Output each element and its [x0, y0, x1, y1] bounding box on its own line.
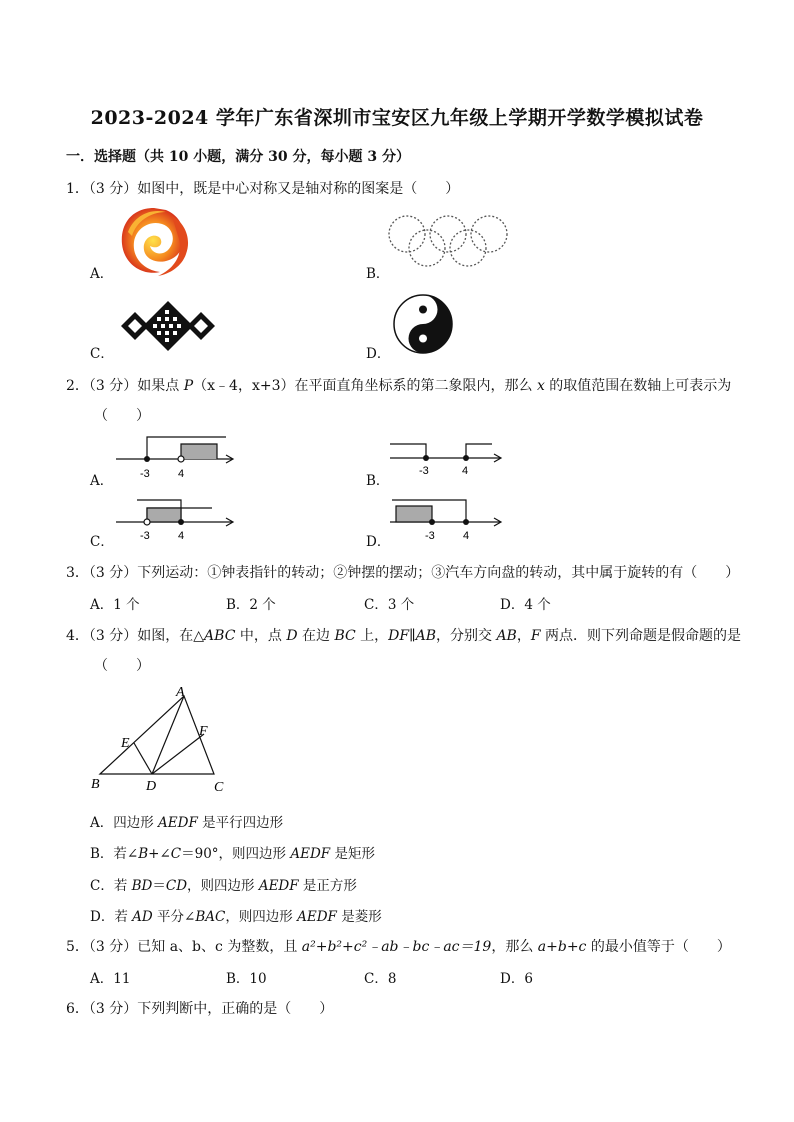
- q2-stem-part: 的取值范围在数轴上可表示为: [544, 378, 732, 394]
- q5-stem: [66, 936, 731, 956]
- q4-stem-part: 4．（3 分）如图，在△: [66, 628, 205, 644]
- q4-stem-part: 两点．则下列命题是假命题的是: [540, 628, 742, 644]
- q4-stem-part: 上，: [355, 628, 389, 644]
- q4-stem-part: ，分别交: [435, 628, 497, 644]
- q4-option-math: B: [138, 846, 149, 862]
- page-title: 2023-2024 学年广东省深圳市宝安区九年级上学期开学数学模拟试卷: [90, 107, 704, 129]
- q2-option-d-label: D．: [366, 534, 391, 550]
- q4-stem-part: 在边: [297, 628, 335, 644]
- q5-expression: a²+b²+c²﹣ab﹣bc﹣ac＝19: [301, 939, 492, 955]
- q1-option-a-label: A．: [90, 266, 114, 282]
- point-label-d: D: [146, 779, 157, 794]
- olympic-rings-icon: [385, 214, 520, 270]
- q4-side-bc: BC: [334, 628, 356, 644]
- q6-stem: 6．（3 分）下列判断中，正确的是（ ）: [66, 1001, 334, 1017]
- q4-option-text: ＝: [152, 878, 166, 894]
- q4-triangle: ABC: [204, 628, 236, 644]
- q3-option-a: A．1 个: [90, 597, 140, 613]
- tick-label-neg3: -3: [425, 530, 435, 542]
- q4-option-math: BD: [131, 878, 153, 894]
- q4-stem-part: ，: [516, 628, 531, 644]
- q4-side-ab: AB: [496, 628, 517, 644]
- point-label-e: E: [121, 736, 130, 751]
- tick-label-neg3: -3: [419, 465, 429, 477]
- tick-label-4: 4: [463, 530, 470, 542]
- point-label-a: A: [176, 685, 185, 700]
- q4-option-text: +∠: [148, 846, 171, 862]
- yin-yang-icon: [388, 293, 458, 355]
- point-label-c: C: [214, 780, 224, 795]
- q5-option-b: B．10: [226, 971, 267, 987]
- triangle-abc-diagram: [86, 684, 236, 799]
- q5-stem-part: 的最小值等于（ ）: [586, 939, 731, 955]
- tick-label-4: 4: [178, 530, 185, 542]
- point-label-f: F: [199, 724, 208, 739]
- q1-option-b-label: B．: [366, 266, 390, 282]
- q4-option-text: ＝90°，则四边形: [181, 846, 291, 862]
- q4-option-text: 是菱形: [336, 909, 382, 925]
- q4-option-text: 是正方形: [298, 878, 357, 894]
- q3-option-b: B．2 个: [226, 597, 276, 613]
- q4-option-text: A．四边形: [90, 815, 159, 831]
- q4-stem-part: 中，点: [235, 628, 287, 644]
- q4-option-text: D．若: [90, 909, 133, 925]
- q4-option-math: AEDF: [258, 878, 299, 894]
- q1-option-d-label: D．: [366, 346, 391, 362]
- q4-point-d: D: [286, 628, 298, 644]
- q2-coords: （x﹣4，x+3）: [193, 378, 295, 394]
- endless-knot-icon: [115, 297, 221, 355]
- q4-option-text: ，则四边形: [225, 909, 298, 925]
- q4-option-math: AEDF: [158, 815, 198, 831]
- q2-number-line-d: [388, 494, 508, 542]
- q4-answer-paren: （ ）: [94, 658, 150, 674]
- q5-stem-part: ，那么: [491, 939, 538, 955]
- q5-option-a: A．11: [90, 971, 131, 987]
- q4-option-text: B．若∠: [90, 846, 139, 862]
- tick-label-4: 4: [178, 468, 185, 480]
- q5-stem-part: 5．（3 分）已知 a、b、c 为整数，且: [66, 939, 302, 955]
- q1-option-c-label: C．: [90, 346, 114, 362]
- q4-option-math: CD: [165, 878, 188, 894]
- q2-option-a-label: A．: [90, 473, 114, 489]
- q4-parallel: DF∥AB: [388, 628, 436, 644]
- q4-option-a: [90, 811, 283, 831]
- q2-number-line-a: [112, 432, 240, 482]
- q4-option-math: C: [170, 846, 182, 862]
- q2-answer-paren: （ ）: [94, 408, 150, 424]
- q2-number-line-b: [388, 436, 508, 482]
- point-label-b: B: [91, 777, 100, 792]
- tick-label-4: 4: [462, 465, 469, 477]
- q2-stem-part: 2．（3 分）如果点: [66, 378, 184, 394]
- q2-var: x: [536, 378, 545, 394]
- q2-stem-part: 在平面直角坐标系的第二象限内，那么: [294, 378, 537, 394]
- q3-option-c: C．3 个: [364, 597, 415, 613]
- q4-option-math: BAC: [195, 909, 226, 925]
- q4-option-math: AEDF: [297, 909, 337, 925]
- q2-number-line-c: [112, 494, 240, 542]
- section-heading: 一．选择题（共 10 小题，满分 30 分，每小题 3 分）: [66, 149, 410, 165]
- q2-point: P: [183, 378, 194, 394]
- q3-stem: 3．（3 分）下列运动：①钟表指针的转动；②钟摆的摆动；③汽车方向盘的转动，其中属于旋转的有（ ）: [66, 565, 740, 581]
- q4-option-d: [90, 905, 382, 925]
- q4-option-text: 是矩形: [330, 846, 375, 862]
- q4-option-text: ，则四边形: [187, 878, 259, 894]
- q1-stem: 1．（3 分）如图中，既是中心对称又是轴对称的图案是（ ）: [66, 181, 460, 197]
- q4-option-text: 平分∠: [152, 909, 196, 925]
- q5-expression: a+b+c: [537, 939, 587, 955]
- q2-stem: [66, 375, 731, 395]
- q4-option-c: [90, 874, 357, 894]
- tick-label-neg3: -3: [140, 530, 150, 542]
- q4-option-text: 是平行四边形: [197, 815, 284, 831]
- q2-option-b-label: B．: [366, 473, 390, 489]
- q4-option-math: AEDF: [290, 846, 331, 862]
- q2-option-c-label: C．: [90, 534, 114, 550]
- q4-option-b: [90, 842, 375, 862]
- q4-option-text: C．若: [90, 878, 132, 894]
- q4-stem: [66, 625, 741, 645]
- phoenix-icon: [114, 202, 194, 280]
- q3-option-d: D．4 个: [500, 597, 551, 613]
- q5-option-d: D．6: [500, 971, 533, 987]
- q5-option-c: C．8: [364, 971, 397, 987]
- q4-option-math: AD: [132, 909, 153, 925]
- tick-label-neg3: -3: [140, 468, 150, 480]
- q4-point-f: F: [530, 628, 541, 644]
